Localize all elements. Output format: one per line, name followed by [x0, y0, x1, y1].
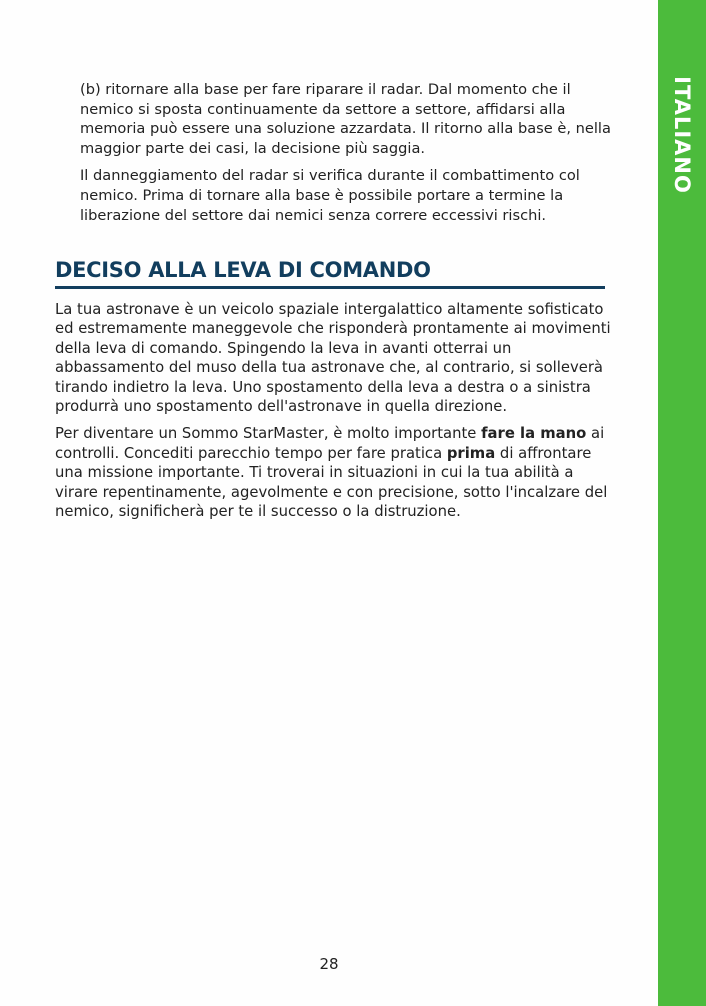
practice-bold-prima: prima — [446, 444, 496, 462]
intro-paragraph-radar-damage: Il danneggiamento del radar si verifica durante il combattimento col nemico. Prima di tornare alla base è possibile portare a termine la liberazione del settore dai nemici senza correre eccessivi rischi. — [80, 167, 580, 224]
section-paragraph-practice — [55, 424, 615, 521]
practice-bold-fare-la-mano: fare la mano — [481, 425, 587, 443]
intro-paragraph-radar-repair: (b) ritornare alla base per fare riparare il radar. Dal momento che il nemico si sposta continuamente da settore a settore, affidarsi alla memoria può essere una soluzione azzardata. Il ritorno alla base è, nella maggior parte dei casi, la decisione più saggia. — [80, 81, 611, 157]
section-heading-block — [55, 258, 605, 289]
language-tab-label: ITALIANO — [670, 76, 694, 194]
page-number: 28 — [319, 955, 339, 973]
practice-text-2: ai controlli. Concediti parecchio tempo per fare pratica — [55, 425, 605, 462]
section-paragraph-joystick: La tua astronave è un veicolo spaziale intergalattico altamente sofisticato ed estremamente maneggevole che risponderà prontamente ai movimenti della leva di comando. Spingendo la leva in avanti otterrai un abbassamento del muso della tua astronave che, al contrario, si solleverà tirando indietro la leva. Uno spostamento della leva a destra o a sinistra produrrà uno spostamento dell'astronave in quella direzione. — [55, 301, 611, 416]
section-heading: DECISO ALLA LEVA DI COMANDO — [55, 258, 431, 282]
heading-underline — [55, 286, 605, 289]
practice-text-1: Per diventare un Sommo StarMaster, è molto importante — [55, 425, 482, 443]
practice-text-3: di affrontare una missione importante. Ti troverai in situazioni in cui la tua abilità a virare repentinamente, agevolmente e con precisione, sotto l'incalzare del nemico, significherà per te il successo o la distruzione. — [55, 444, 608, 521]
intro-text — [80, 80, 620, 233]
section-body — [55, 300, 615, 529]
